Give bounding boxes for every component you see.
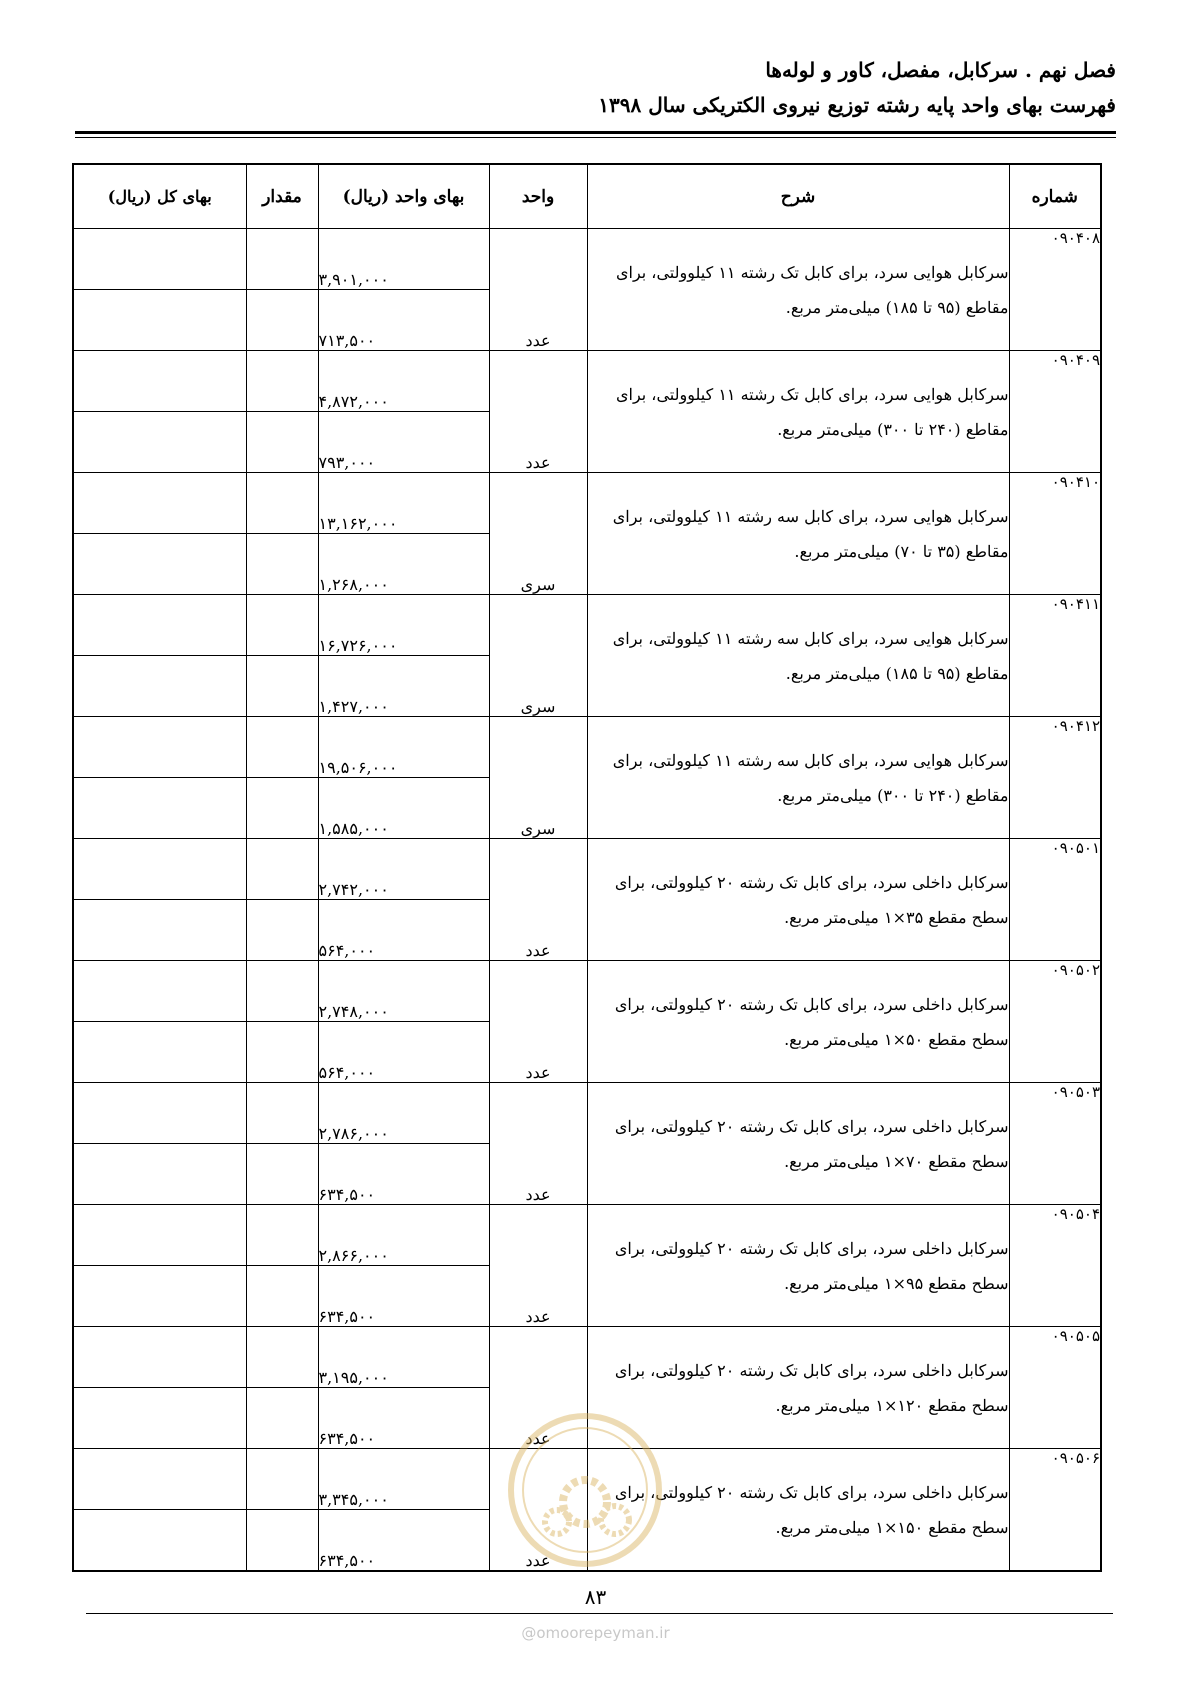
table-row: [73, 717, 1101, 778]
unit-price-2: ۶۳۴,۵۰۰: [318, 1388, 489, 1449]
header-unit-price: بهای واحد (ریال): [318, 164, 489, 229]
total-price-cell: [73, 1083, 246, 1144]
quantity-cell: [246, 534, 318, 595]
item-description: سرکابل هوایی سرد، برای کابل تک رشته ۱۱ کیلوولتی، برای مقاطع (۹۵ تا ۱۸۵) میلی‌متر مربع.: [587, 229, 1009, 351]
table-row: [73, 1083, 1101, 1144]
item-description: سرکابل داخلی سرد، برای کابل تک رشته ۲۰ کیلوولتی، برای سطح مقطع ۳۵×۱ میلی‌متر مربع.: [587, 839, 1009, 961]
table-row: [73, 229, 1101, 290]
unit-price-1: ۲,۷۴۲,۰۰۰: [318, 839, 489, 900]
footer-rule: [86, 1613, 1113, 1614]
quantity-cell: [246, 656, 318, 717]
total-price-cell: [73, 1022, 246, 1083]
quantity-cell: [246, 778, 318, 839]
watermark-logo: [505, 1410, 665, 1570]
quantity-cell: [246, 290, 318, 351]
unit-price-2: ۱,۲۶۸,۰۰۰: [318, 534, 489, 595]
item-description: سرکابل هوایی سرد، برای کابل سه رشته ۱۱ کیلوولتی، برای مقاطع (۹۵ تا ۱۸۵) میلی‌متر مربع.: [587, 595, 1009, 717]
chapter-title: فصل نهم . سرکابل، مفصل، کاور و لوله‌ها: [765, 58, 1116, 82]
unit-price-1: ۲,۸۶۶,۰۰۰: [318, 1205, 489, 1266]
page-number: ۸۳: [584, 1585, 607, 1609]
quantity-cell: [246, 1327, 318, 1388]
item-number: ۰۹۰۵۰۵: [1009, 1327, 1101, 1449]
item-description: سرکابل داخلی سرد، برای کابل تک رشته ۲۰ کیلوولتی، برای سطح مقطع ۵۰×۱ میلی‌متر مربع.: [587, 961, 1009, 1083]
table-header-row: [73, 164, 1101, 229]
item-number: ۰۹۰۴۰۹: [1009, 351, 1101, 473]
quantity-cell: [246, 1144, 318, 1205]
item-unit: عدد: [489, 961, 587, 1083]
table-body: [73, 229, 1101, 1572]
quantity-cell: [246, 1266, 318, 1327]
table-row: [73, 595, 1101, 656]
unit-price-2: ۶۳۴,۵۰۰: [318, 1266, 489, 1327]
item-unit: عدد: [489, 839, 587, 961]
item-number: ۰۹۰۵۰۲: [1009, 961, 1101, 1083]
total-price-cell: [73, 900, 246, 961]
item-description: سرکابل داخلی سرد، برای کابل تک رشته ۲۰ کیلوولتی، برای سطح مقطع ۷۰×۱ میلی‌متر مربع.: [587, 1083, 1009, 1205]
total-price-cell: [73, 595, 246, 656]
unit-price-2: ۱,۵۸۵,۰۰۰: [318, 778, 489, 839]
unit-price-1: ۳,۹۰۱,۰۰۰: [318, 229, 489, 290]
header-description: شرح: [587, 164, 1009, 229]
total-price-cell: [73, 1510, 246, 1572]
table-row: [73, 961, 1101, 1022]
item-unit: عدد: [489, 1083, 587, 1205]
table-row: [73, 351, 1101, 412]
quantity-cell: [246, 412, 318, 473]
header-total-price: بهای کل (ریال): [73, 164, 246, 229]
item-number: ۰۹۰۴۱۱: [1009, 595, 1101, 717]
quantity-cell: [246, 1083, 318, 1144]
header-rule-thick: [75, 131, 1116, 134]
total-price-cell: [73, 290, 246, 351]
quantity-cell: [246, 961, 318, 1022]
unit-price-1: ۴,۸۷۲,۰۰۰: [318, 351, 489, 412]
list-title: فهرست بهای واحد پایه رشته توزیع نیروی الکتریکی سال ۱۳۹۸: [598, 93, 1116, 117]
total-price-cell: [73, 351, 246, 412]
item-unit: سری: [489, 595, 587, 717]
item-description: سرکابل هوایی سرد، برای کابل تک رشته ۱۱ کیلوولتی، برای مقاطع (۲۴۰ تا ۳۰۰) میلی‌متر مربع.: [587, 351, 1009, 473]
item-unit: عدد: [489, 1449, 587, 1572]
item-number: ۰۹۰۴۱۲: [1009, 717, 1101, 839]
unit-price-1: ۱۹,۵۰۶,۰۰۰: [318, 717, 489, 778]
unit-price-1: ۱۳,۱۶۲,۰۰۰: [318, 473, 489, 534]
quantity-cell: [246, 473, 318, 534]
table-row: [73, 473, 1101, 534]
total-price-cell: [73, 717, 246, 778]
item-number: ۰۹۰۵۰۶: [1009, 1449, 1101, 1572]
item-number: ۰۹۰۵۰۴: [1009, 1205, 1101, 1327]
unit-price-1: ۲,۷۸۶,۰۰۰: [318, 1083, 489, 1144]
quantity-cell: [246, 717, 318, 778]
total-price-cell: [73, 229, 246, 290]
item-unit: سری: [489, 717, 587, 839]
item-number: ۰۹۰۵۰۱: [1009, 839, 1101, 961]
total-price-cell: [73, 656, 246, 717]
quantity-cell: [246, 1449, 318, 1510]
item-description: سرکابل داخلی سرد، برای کابل تک رشته ۲۰ کیلوولتی، برای سطح مقطع ۱۵۰×۱ میلی‌متر مربع.: [587, 1449, 1009, 1572]
quantity-cell: [246, 1205, 318, 1266]
quantity-cell: [246, 229, 318, 290]
item-unit: عدد: [489, 1205, 587, 1327]
unit-price-2: ۷۱۳,۵۰۰: [318, 290, 489, 351]
watermark-text: @omoorepeyman.ir: [521, 1624, 670, 1642]
total-price-cell: [73, 961, 246, 1022]
unit-price-1: ۲,۷۴۸,۰۰۰: [318, 961, 489, 1022]
unit-price-1: ۳,۳۴۵,۰۰۰: [318, 1449, 489, 1510]
total-price-cell: [73, 1205, 246, 1266]
header-quantity: مقدار: [246, 164, 318, 229]
item-number: ۰۹۰۵۰۳: [1009, 1083, 1101, 1205]
item-number: ۰۹۰۴۱۰: [1009, 473, 1101, 595]
item-unit: عدد: [489, 1327, 587, 1449]
item-description: سرکابل داخلی سرد، برای کابل تک رشته ۲۰ کیلوولتی، برای سطح مقطع ۱۲۰×۱ میلی‌متر مربع.: [587, 1327, 1009, 1449]
total-price-cell: [73, 1266, 246, 1327]
item-description: سرکابل هوایی سرد، برای کابل سه رشته ۱۱ کیلوولتی، برای مقاطع (۳۵ تا ۷۰) میلی‌متر مربع.: [587, 473, 1009, 595]
header-rule-thin: [75, 137, 1116, 138]
total-price-cell: [73, 1449, 246, 1510]
total-price-cell: [73, 534, 246, 595]
table-row: [73, 1205, 1101, 1266]
header-unit: واحد: [489, 164, 587, 229]
unit-price-2: ۶۳۴,۵۰۰: [318, 1510, 489, 1572]
quantity-cell: [246, 351, 318, 412]
unit-price-1: ۳,۱۹۵,۰۰۰: [318, 1327, 489, 1388]
unit-price-2: ۵۶۴,۰۰۰: [318, 900, 489, 961]
item-number: ۰۹۰۴۰۸: [1009, 229, 1101, 351]
table-row: [73, 839, 1101, 900]
total-price-cell: [73, 778, 246, 839]
item-unit: سری: [489, 473, 587, 595]
quantity-cell: [246, 1022, 318, 1083]
total-price-cell: [73, 1144, 246, 1205]
unit-price-1: ۱۶,۷۲۶,۰۰۰: [318, 595, 489, 656]
total-price-cell: [73, 1388, 246, 1449]
item-unit: عدد: [489, 351, 587, 473]
quantity-cell: [246, 595, 318, 656]
item-unit: عدد: [489, 229, 587, 351]
unit-price-2: ۵۶۴,۰۰۰: [318, 1022, 489, 1083]
quantity-cell: [246, 1510, 318, 1572]
total-price-cell: [73, 473, 246, 534]
item-description: سرکابل هوایی سرد، برای کابل سه رشته ۱۱ کیلوولتی، برای مقاطع (۲۴۰ تا ۳۰۰) میلی‌متر مربع.: [587, 717, 1009, 839]
total-price-cell: [73, 412, 246, 473]
unit-price-2: ۱,۴۲۷,۰۰۰: [318, 656, 489, 717]
price-table: [72, 163, 1102, 1572]
total-price-cell: [73, 1327, 246, 1388]
total-price-cell: [73, 839, 246, 900]
quantity-cell: [246, 1388, 318, 1449]
unit-price-2: ۷۹۳,۰۰۰: [318, 412, 489, 473]
item-description: سرکابل داخلی سرد، برای کابل تک رشته ۲۰ کیلوولتی، برای سطح مقطع ۹۵×۱ میلی‌متر مربع.: [587, 1205, 1009, 1327]
header-number: شماره: [1009, 164, 1101, 229]
page-header: [76, 52, 1116, 122]
quantity-cell: [246, 900, 318, 961]
table-row: [73, 1327, 1101, 1388]
unit-price-2: ۶۳۴,۵۰۰: [318, 1144, 489, 1205]
quantity-cell: [246, 839, 318, 900]
